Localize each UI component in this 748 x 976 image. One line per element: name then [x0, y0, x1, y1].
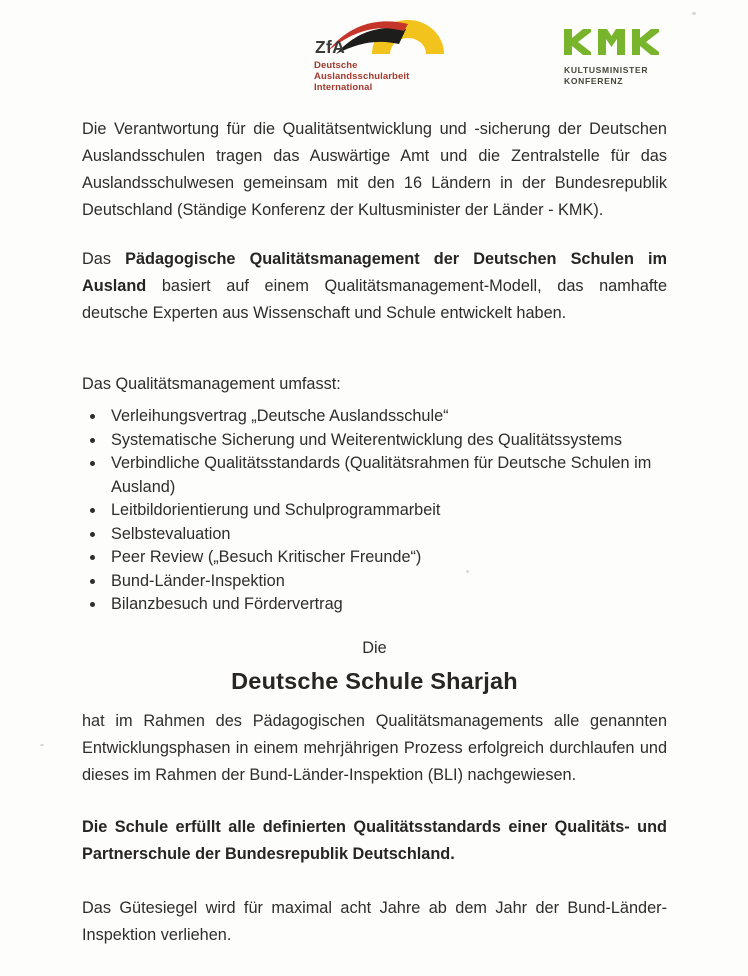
scan-artifact: [40, 744, 44, 746]
zfa-abbr: ZfA: [315, 37, 346, 57]
scan-artifact: [466, 570, 469, 573]
kmk-caption-line1: KULTUSMINISTER: [564, 65, 649, 75]
zfa-caption-line2: International: [314, 82, 373, 93]
bullet-icon: [90, 508, 95, 513]
list-item-text: Bilanzbesuch und Fördervertrag: [111, 595, 343, 613]
list-item: [82, 452, 667, 499]
zfa-logo: [314, 14, 448, 93]
list-item-text: Verleihungsvertrag „Deutsche Auslandsschule“: [111, 407, 449, 425]
paragraph-bli: hat im Rahmen des Pädagogischen Qualitätsmanagements alle genannten Entwicklungsphasen in einem mehrjährigen Prozess erfolgreich durchlaufen und dieses im Rahmen der Bund-Länder-Inspektion (BLI) nachgewiesen.: [82, 711, 667, 784]
kmk-caption-line2: KONFERENZ: [564, 75, 624, 86]
bullet-icon: [90, 602, 95, 607]
list-item: [82, 523, 667, 547]
kmk-caption: [564, 65, 688, 86]
list-item-text: Verbindliche Qualitätsstandards (Qualitätsrahmen für Deutsche Schulen im Ausland): [111, 454, 652, 496]
document-body: [0, 116, 748, 949]
bullet-icon: [90, 438, 95, 443]
bullet-icon: [90, 461, 95, 466]
list-item: [82, 499, 667, 523]
kmk-logo-graphic: [564, 28, 664, 56]
list-item-text: Selbstevaluation: [111, 524, 231, 543]
kmk-letter-k-icon: [564, 29, 591, 55]
paragraph-pqm-start: Das: [82, 250, 126, 268]
paragraph-guetesiegel: Das Gütesiegel wird für maximal acht Jahre ab dem Jahr der Bund-Länder-Inspektion verliehen.: [82, 898, 667, 944]
list-intro: Das Qualitätsmanagement umfasst:: [82, 375, 341, 393]
zfa-arc-black-icon: [336, 28, 406, 54]
kmk-letter-k2-icon: [632, 29, 659, 55]
list-item-text: Peer Review („Besuch Kritischer Freunde“): [111, 548, 422, 566]
bullet-icon: [90, 579, 95, 584]
bullet-icon: [90, 414, 95, 419]
list-item: [82, 405, 667, 429]
paragraph-pqm-bold: Pädagogische Qualitätsmanagement der Deutschen Schulen im Ausland: [82, 250, 668, 295]
list-item: [82, 546, 667, 570]
scan-artifact: [692, 12, 696, 15]
zfa-caption-line1: Deutsche Auslandsschularbeit: [314, 60, 410, 82]
zfa-logo-graphic: [314, 14, 448, 58]
list-item: [82, 429, 667, 453]
paragraph-pqm-end: basiert auf einem Qualitätsmanagement-Modell, das namhafte deutsche Experten aus Wissenschaft und Schule entwickelt haben.: [82, 277, 667, 322]
logo-header: [0, 0, 748, 93]
kmk-logo: [564, 28, 688, 86]
list-item: [82, 570, 667, 594]
paragraph-pqm: [82, 246, 667, 327]
list-item-text: Leitbildorientierung und Schulprogrammarbeit: [111, 501, 441, 519]
bullet-icon: [90, 532, 95, 537]
zfa-caption: [314, 60, 448, 93]
list-item-text: Bund-Länder-Inspektion: [111, 571, 285, 590]
die-line: Die: [362, 638, 387, 657]
paragraph-quality-standards: Die Schule erfüllt alle definierten Qualitätsstandards einer Qualitäts- und Partnerschule der Bundesrepublik Deutschland.: [82, 817, 667, 863]
list-item: [82, 593, 667, 617]
bullet-icon: [90, 555, 95, 560]
qm-bullet-list: [82, 405, 667, 617]
kmk-letter-m-icon: [598, 29, 625, 55]
school-name: Deutsche Schule Sharjah: [231, 667, 518, 694]
list-item-text: Systematische Sicherung und Weiterentwicklung des Qualitätssystems: [111, 430, 622, 449]
paragraph-responsibility: Die Verantwortung für die Qualitätsentwicklung und -sicherung der Deutschen Auslandsschulen tragen das Auswärtige Amt und die Zentralstelle für das Auslandsschulwesen gemeinsam mit den 16 Ländern in der Bundesrepublik Deutschland (Ständige Konferenz der Kultusminister der Länder - KMK).: [82, 120, 667, 219]
